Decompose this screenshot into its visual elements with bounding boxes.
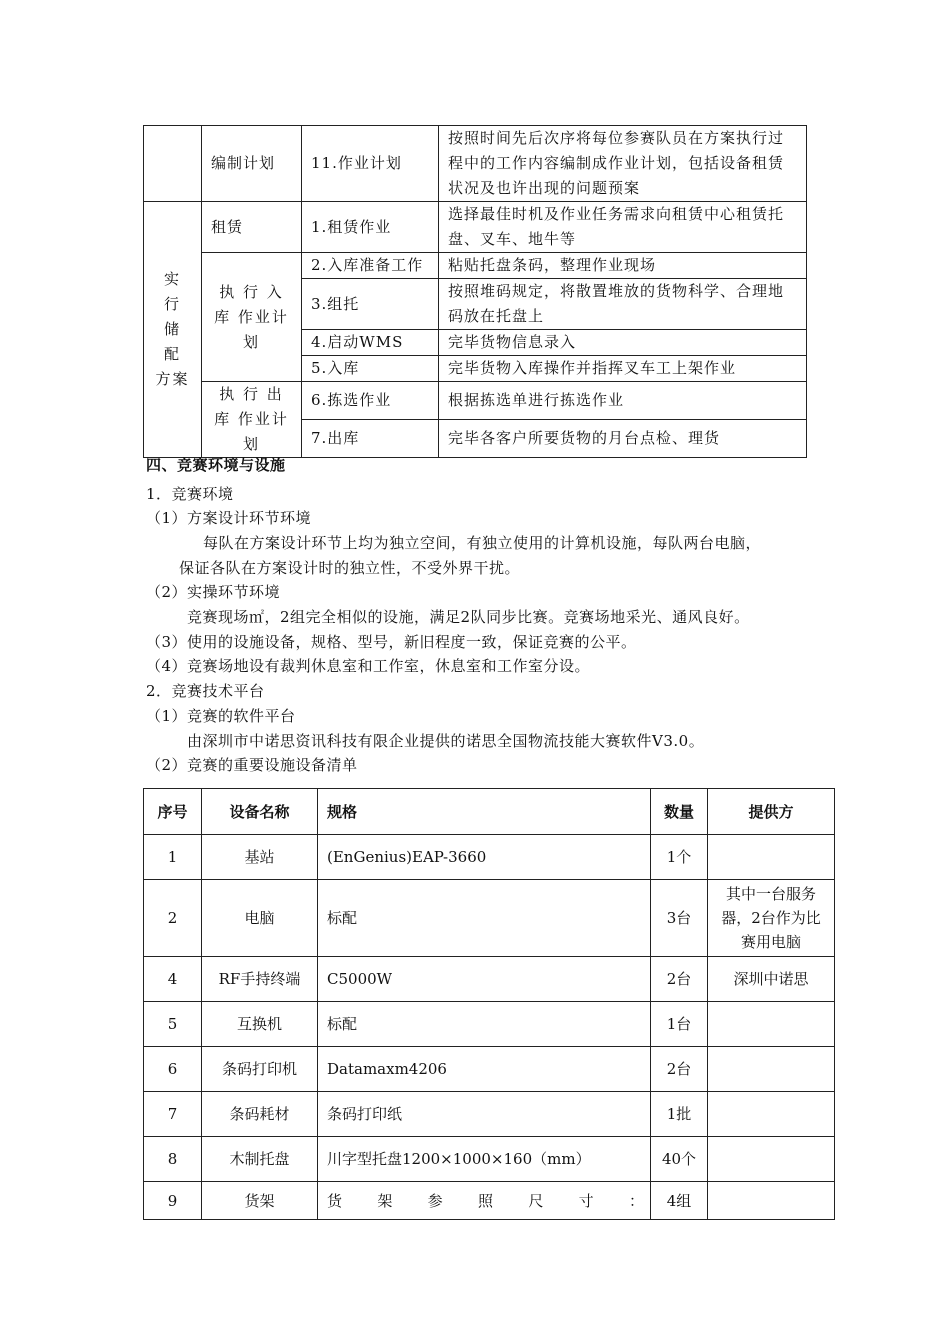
item-heading: （1）竞赛的软件平台	[146, 707, 296, 725]
table-header-row	[144, 789, 835, 835]
provider-cell	[708, 1047, 835, 1092]
task-cell: 7.出库	[302, 420, 439, 458]
item-heading: （1）方案设计环节环境	[146, 509, 312, 527]
item-heading: （4）竞赛场地设有裁判休息室和工作室，休息室和工作室分设。	[146, 657, 591, 675]
spec-cell: C5000W	[318, 957, 651, 1002]
table-row	[144, 835, 835, 880]
provider-cell	[708, 1092, 835, 1137]
equipment-table	[143, 788, 835, 1220]
phase-cell: 实 行 储 配 方案	[144, 202, 202, 458]
no-cell: 6	[144, 1047, 202, 1092]
name-cell: 基站	[202, 835, 318, 880]
spec-cell: 条码打印纸	[318, 1092, 651, 1137]
task-cell: 6.拣选作业	[302, 382, 439, 420]
qty-cell: 2台	[651, 1047, 708, 1092]
spread-spec-text: 货 架 参 照 尺 寸 ：	[327, 1191, 644, 1210]
item-heading: （2）竞赛的重要设施设备清单	[146, 756, 358, 774]
item-heading: （2）实操环节环境	[146, 583, 281, 601]
name-cell: 货架	[202, 1182, 318, 1220]
spec-cell: 川字型托盘1200×1000×160（mm）	[318, 1137, 651, 1182]
qty-cell: 1台	[651, 1002, 708, 1047]
name-cell: 条码耗材	[202, 1092, 318, 1137]
table-row	[144, 1182, 835, 1220]
table-row	[144, 880, 835, 957]
plan-table	[143, 125, 807, 458]
provider-cell	[708, 835, 835, 880]
desc-cell: 按照时间先后次序将每位参赛队员在方案执行过程中的工作内容编制成作业计划，包括设备租赁状况及也许出现的问题预案	[439, 126, 807, 202]
no-cell: 2	[144, 880, 202, 957]
desc-cell: 根据拣选单进行拣选作业	[439, 382, 807, 420]
desc-cell: 粘贴托盘条码，整理作业现场	[439, 253, 807, 279]
table-row	[144, 382, 807, 420]
section-title: 四、竞赛环境与设施	[146, 456, 286, 474]
category-cell: 执 行 出 库 作业计划	[202, 382, 302, 458]
table-row	[144, 1002, 835, 1047]
name-cell: 木制托盘	[202, 1137, 318, 1182]
no-cell: 7	[144, 1092, 202, 1137]
task-cell: 3.组托	[302, 279, 439, 330]
desc-cell: 完毕各客户所要货物的月台点检、理货	[439, 420, 807, 458]
qty-cell: 2台	[651, 957, 708, 1002]
desc-cell: 完毕货物信息录入	[439, 330, 807, 356]
no-cell: 1	[144, 835, 202, 880]
qty-cell: 4组	[651, 1182, 708, 1220]
task-cell: 11.作业计划	[302, 126, 439, 202]
desc-cell: 按照堆码规定，将散置堆放的货物科学、合理地码放在托盘上	[439, 279, 807, 330]
name-cell: 电脑	[202, 880, 318, 957]
category-cell: 执 行 入 库 作业计划	[202, 253, 302, 382]
task-cell: 2.入库准备工作	[302, 253, 439, 279]
provider-cell: 深圳中诺思	[708, 957, 835, 1002]
header-cell: 提供方	[708, 789, 835, 835]
task-cell: 1.租赁作业	[302, 202, 439, 253]
spec-cell	[318, 1182, 651, 1220]
provider-cell	[708, 1182, 835, 1220]
subsection-heading: 2．竞赛技术平台	[146, 682, 265, 700]
provider-cell: 其中一台服务器，2台作为比赛用电脑	[708, 880, 835, 957]
task-cell: 4.启动WMS	[302, 330, 439, 356]
table-row	[144, 253, 807, 279]
category-cell: 编制计划	[202, 126, 302, 202]
provider-cell	[708, 1137, 835, 1182]
table-row	[144, 1137, 835, 1182]
phase-cell	[144, 126, 202, 202]
provider-cell	[708, 1002, 835, 1047]
spec-cell: 标配	[318, 1002, 651, 1047]
spec-cell: (EnGenius)EAP-3660	[318, 835, 651, 880]
paragraph-line: 由深圳市中诺思资讯科技有限企业提供的诺思全国物流技能大赛软件V3.0。	[187, 732, 705, 750]
header-cell: 设备名称	[202, 789, 318, 835]
desc-cell: 选择最佳时机及作业任务需求向租赁中心租赁托盘、叉车、地牛等	[439, 202, 807, 253]
paragraph-line: 竞赛现场㎡，2组完全相似的设施，满足2队同步比赛。竞赛场地采光、通风良好。	[187, 608, 750, 626]
paragraph-line: 每队在方案设计环节上均为独立空间，有独立使用的计算机设施，每队两台电脑，	[203, 534, 762, 552]
qty-cell: 1个	[651, 835, 708, 880]
name-cell: RF手持终端	[202, 957, 318, 1002]
paragraph-line: 保证各队在方案设计时的独立性，不受外界干扰。	[179, 559, 521, 577]
qty-cell: 3台	[651, 880, 708, 957]
no-cell: 4	[144, 957, 202, 1002]
spec-cell: Datamaxm4206	[318, 1047, 651, 1092]
header-cell: 数量	[651, 789, 708, 835]
task-cell: 5.入库	[302, 356, 439, 382]
table-row	[144, 126, 807, 202]
table-row	[144, 1092, 835, 1137]
no-cell: 8	[144, 1137, 202, 1182]
no-cell: 5	[144, 1002, 202, 1047]
table-row	[144, 1047, 835, 1092]
qty-cell: 40个	[651, 1137, 708, 1182]
category-cell: 租赁	[202, 202, 302, 253]
table-row	[144, 202, 807, 253]
no-cell: 9	[144, 1182, 202, 1220]
name-cell: 互换机	[202, 1002, 318, 1047]
name-cell: 条码打印机	[202, 1047, 318, 1092]
header-cell: 序号	[144, 789, 202, 835]
qty-cell: 1批	[651, 1092, 708, 1137]
spec-cell: 标配	[318, 880, 651, 957]
item-heading: （3）使用的设施设备，规格、型号，新旧程度一致，保证竞赛的公平。	[146, 633, 637, 651]
table-row	[144, 957, 835, 1002]
desc-cell: 完毕货物入库操作并指挥叉车工上架作业	[439, 356, 807, 382]
header-cell: 规格	[318, 789, 651, 835]
subsection-heading: 1．竞赛环境	[146, 485, 234, 503]
